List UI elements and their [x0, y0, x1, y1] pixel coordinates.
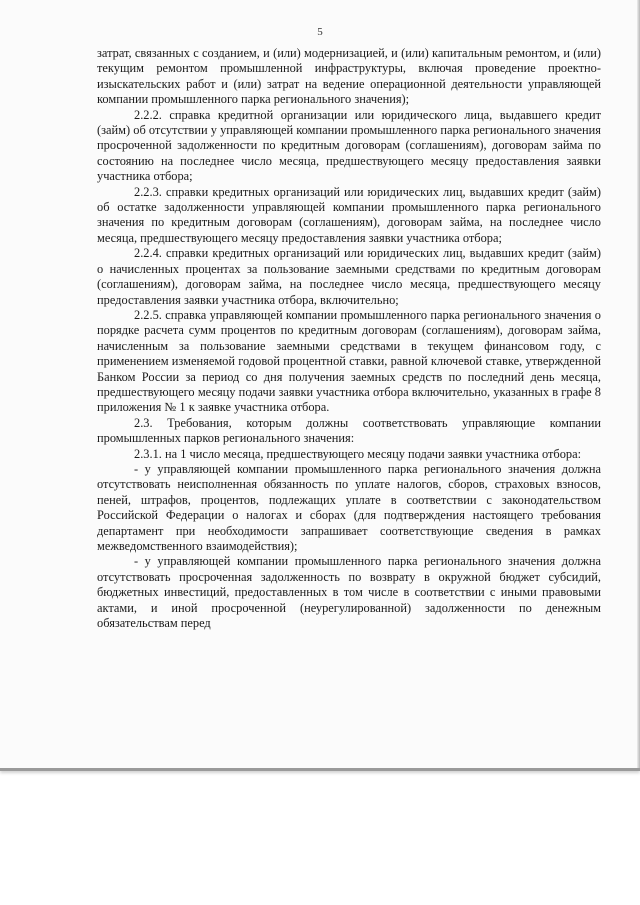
document-body — [97, 46, 601, 631]
paragraph-2-2-2: 2.2.2. справка кредитной организации или юридического лица, выдавшего кредит (займ) об отсутствии у управляющей компании промышленного парка регионального значения просроченной задолженности по кредитным договорам (соглашениям), договорам займа по состоянию на последнее число месяца, предшествующего месяцу предоставления заявки участника отбора; — [97, 107, 601, 184]
paragraph-2-2-3: 2.2.3. справки кредитных организаций или юридических лиц, выдавших кредит (займ) об остатке задолженности управляющей компании промышленного парка регионального значения по кредитным договорам (соглашениям), договорам займа, на последнее число месяца, предшествующего месяцу предоставления заявки участника отбора; — [97, 184, 601, 245]
paragraph-requirement-debts: - у управляющей компании промышленного парка регионального значения должна отсутствовать просроченная задолженность по возврату в окружной бюджет субсидий, бюджетных инвестиций, предоставленных в том числе в соответствии с иными правовыми актами, и иной просроченной (неурегулированной) задолженности по денежным обязательствам перед — [97, 554, 601, 631]
paragraph-continuation: затрат, связанных с созданием, и (или) модернизацией, и (или) капитальным ремонтом, и (или) текущим ремонтом промышленной инфраструктуры, включая проведение проектно-изыскательских работ и (или) затрат на ведение операционной деятельности управляющей компании промышленного парка регионального значения); — [97, 46, 601, 107]
paragraph-requirement-taxes: - у управляющей компании промышленного парка регионального значения должна отсутствовать неисполненная обязанность по уплате налогов, сборов, страховых взносов, пеней, штрафов, процентов, подлежащих уплате в соответствии с законодательством Российской Федерации о налогах и сборах (для подтверждения настоящего требования департамент при необходимости запрашивает соответствующие сведения в рамках межведомственного взаимодействия); — [97, 461, 601, 553]
paragraph-2-3-1: 2.3.1. на 1 число месяца, предшествующего месяцу подачи заявки участника отбора: — [134, 446, 582, 461]
paragraph-2-3: 2.3. Требования, которым должны соответствовать управляющие компании промышленных парков регионального значения: — [97, 415, 601, 446]
paragraph-2-2-4: 2.2.4. справки кредитных организаций или юридических лиц, выдавших кредит (займ) о начисленных процентах за пользование заемными средствами по кредитным договорам (соглашениям), договорам займа, на последнее число месяца, предшествующего месяцу предоставления заявки участника отбора, включительно; — [97, 246, 601, 307]
paragraph-2-2-5: 2.2.5. справка управляющей компании промышленного парка регионального значения о порядке расчета сумм процентов по кредитным договорам (соглашениям), договорам займа, начисленным за пользование заемными средствами в текущем финансовом году, с применением изменяемой годовой процентной ставки, равной ключевой ставке, утвержденной Банком России за период со дня получения заемных средств по последний день месяца, предшествующего месяцу подачи заявки участника отбора включительно, указанных в графе 8 приложения № 1 к заявке участника отбора. — [97, 307, 601, 415]
page-number: 5 — [317, 26, 323, 38]
